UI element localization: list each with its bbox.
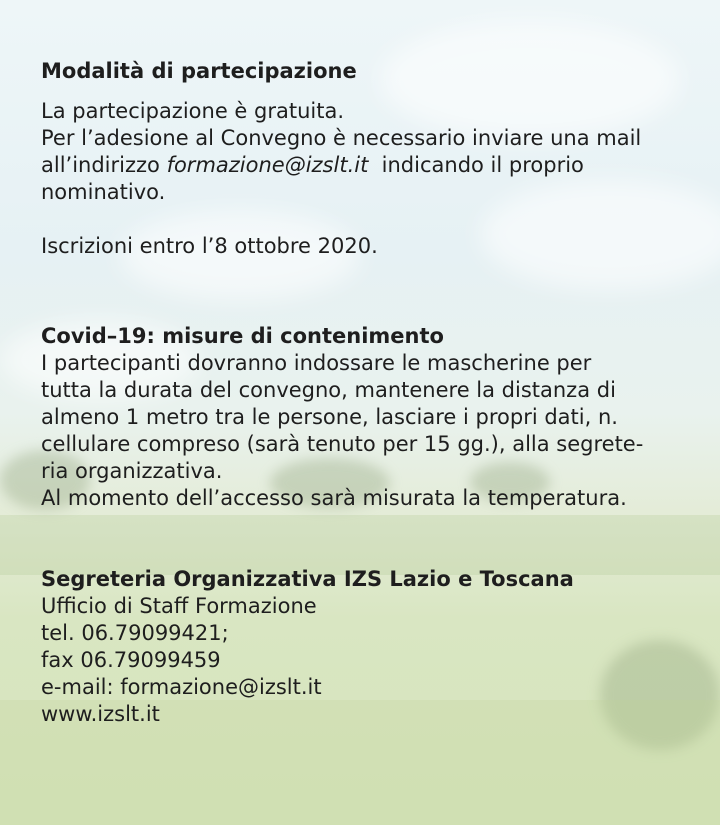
covid-line: I partecipanti dovranno indossare le mascherine per (41, 351, 592, 375)
covid-line: cellulare compreso (sarà tenuto per 15 gg.), alla segrete- (41, 432, 644, 456)
participation-address-line (41, 152, 691, 179)
contacts-fax: fax 06.79099459 (41, 648, 221, 672)
document-body (41, 58, 691, 728)
contacts-heading: Segreteria Organizzativa IZS Lazio e Toscana (41, 567, 574, 591)
participation-free-text: La partecipazione è gratuita. (41, 99, 345, 123)
contacts-website-link[interactable]: www.izslt.it (41, 702, 160, 726)
address-suffix: indicando il proprio (368, 153, 584, 177)
participation-name-text: nominativo. (41, 180, 166, 204)
participation-heading: Modalità di partecipazione (41, 59, 357, 83)
contacts-phone: tel. 06.79099421; (41, 621, 229, 645)
contacts-office: Ufficio di Staff Formazione (41, 594, 317, 618)
covid-line: almeno 1 metro tra le persone, lasciare i propri dati, n. (41, 405, 618, 429)
address-prefix: all’indirizzo (41, 153, 167, 177)
registration-deadline: Iscrizioni entro l’8 ottobre 2020. (41, 234, 378, 258)
covid-line: ria organizzativa. (41, 459, 223, 483)
participation-email-link[interactable]: formazione@izslt.it (166, 153, 369, 177)
covid-line: tutta la durata del convegno, mantenere la distanza di (41, 378, 616, 402)
covid-heading: Covid–19: misure di contenimento (41, 324, 444, 348)
participation-mail-text: Per l’adesione al Convegno è necessario inviare una mail (41, 126, 642, 150)
contacts-email-link[interactable]: e-mail: formazione@izslt.it (41, 675, 322, 699)
covid-line: Al momento dell’accesso sarà misurata la temperatura. (41, 486, 627, 510)
